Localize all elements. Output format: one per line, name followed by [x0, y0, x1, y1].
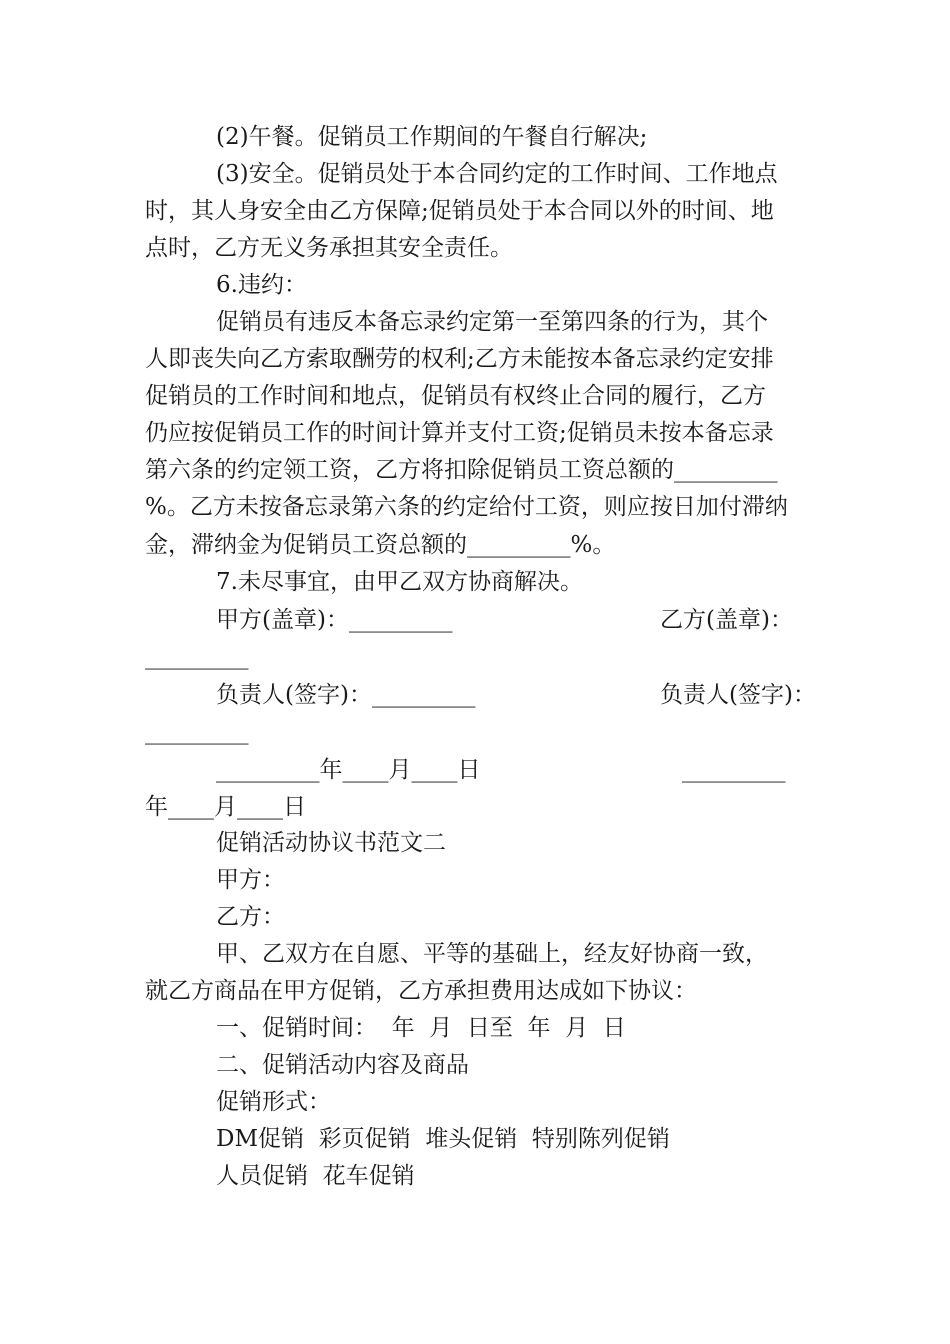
date-a: _________年____月____日 [216, 757, 481, 783]
section-title: 促销活动协议书范文二 [216, 830, 446, 856]
paragraph-line: 人即丧失向乙方索取酬劳的权利;乙方未能按本备忘录约定安排 [145, 346, 774, 372]
promotion-form-label: 促销形式： [216, 1089, 331, 1115]
party-b-seal-blank: _________ [145, 644, 249, 670]
party-b-label: 乙方： [216, 904, 285, 930]
paragraph-line: 就乙方商品在甲方促销，乙方承担费用达成如下协议： [145, 978, 697, 1004]
paragraph-line: 时，其人身安全由乙方保障;促销员处于本合同以外的时间、地 [145, 198, 774, 224]
party-b-seal: 乙方(盖章)： [660, 607, 793, 633]
paragraph-line: 7.未尽事宜，由甲乙双方协商解决。 [216, 569, 583, 595]
section-heading: 6.违约： [216, 272, 307, 298]
paragraph-line: 点时，乙方无义务承担其安全责任。 [145, 235, 513, 261]
paragraph-line: 第六条的约定领工资，乙方将扣除促销员工资总额的_________ [145, 457, 778, 483]
paragraph-line: 金，滞纳金为促销员工资总额的_________%。 [145, 532, 616, 558]
date-b: 年____月____日 [145, 794, 306, 820]
date-b-blank: _________ [682, 757, 786, 783]
paragraph-line: 促销员的工作时间和地点，促销员有权终止合同的履行，乙方 [145, 383, 766, 409]
paragraph-line: %。乙方未按备忘录第六条的约定给付工资，则应按日加付滞纳 [145, 494, 788, 520]
paragraph-line: (3)安全。促销员处于本合同约定的工作时间、工作地点 [216, 161, 778, 187]
paragraph-line: 促销员有违反本备忘录约定第一至第四条的行为，其个 [216, 309, 768, 335]
promotion-forms: DM促销 彩页促销 堆头促销 特别陈列促销 [216, 1126, 670, 1152]
person-a-signature: 负责人(签字)：_________ [216, 682, 476, 708]
paragraph-line: (2)午餐。促销员工作期间的午餐自行解决; [216, 124, 648, 150]
promotion-time: 一、促销时间： 年 月 日至 年 月 日 [216, 1015, 626, 1041]
person-b-signature: 负责人(签字)： [660, 682, 816, 708]
party-a-label: 甲方： [216, 867, 285, 893]
person-b-signature-blank: _________ [145, 719, 249, 745]
paragraph-line: 仍应按促销员工作的时间计算并支付工资;促销员未按本备忘录 [145, 420, 774, 446]
promotion-forms: 人员促销 花车促销 [216, 1163, 415, 1189]
section-heading: 二、促销活动内容及商品 [216, 1052, 469, 1078]
party-a-seal: 甲方(盖章)：_________ [216, 607, 453, 633]
paragraph-line: 甲、乙双方在自愿、平等的基础上，经友好协商一致， [216, 941, 768, 967]
